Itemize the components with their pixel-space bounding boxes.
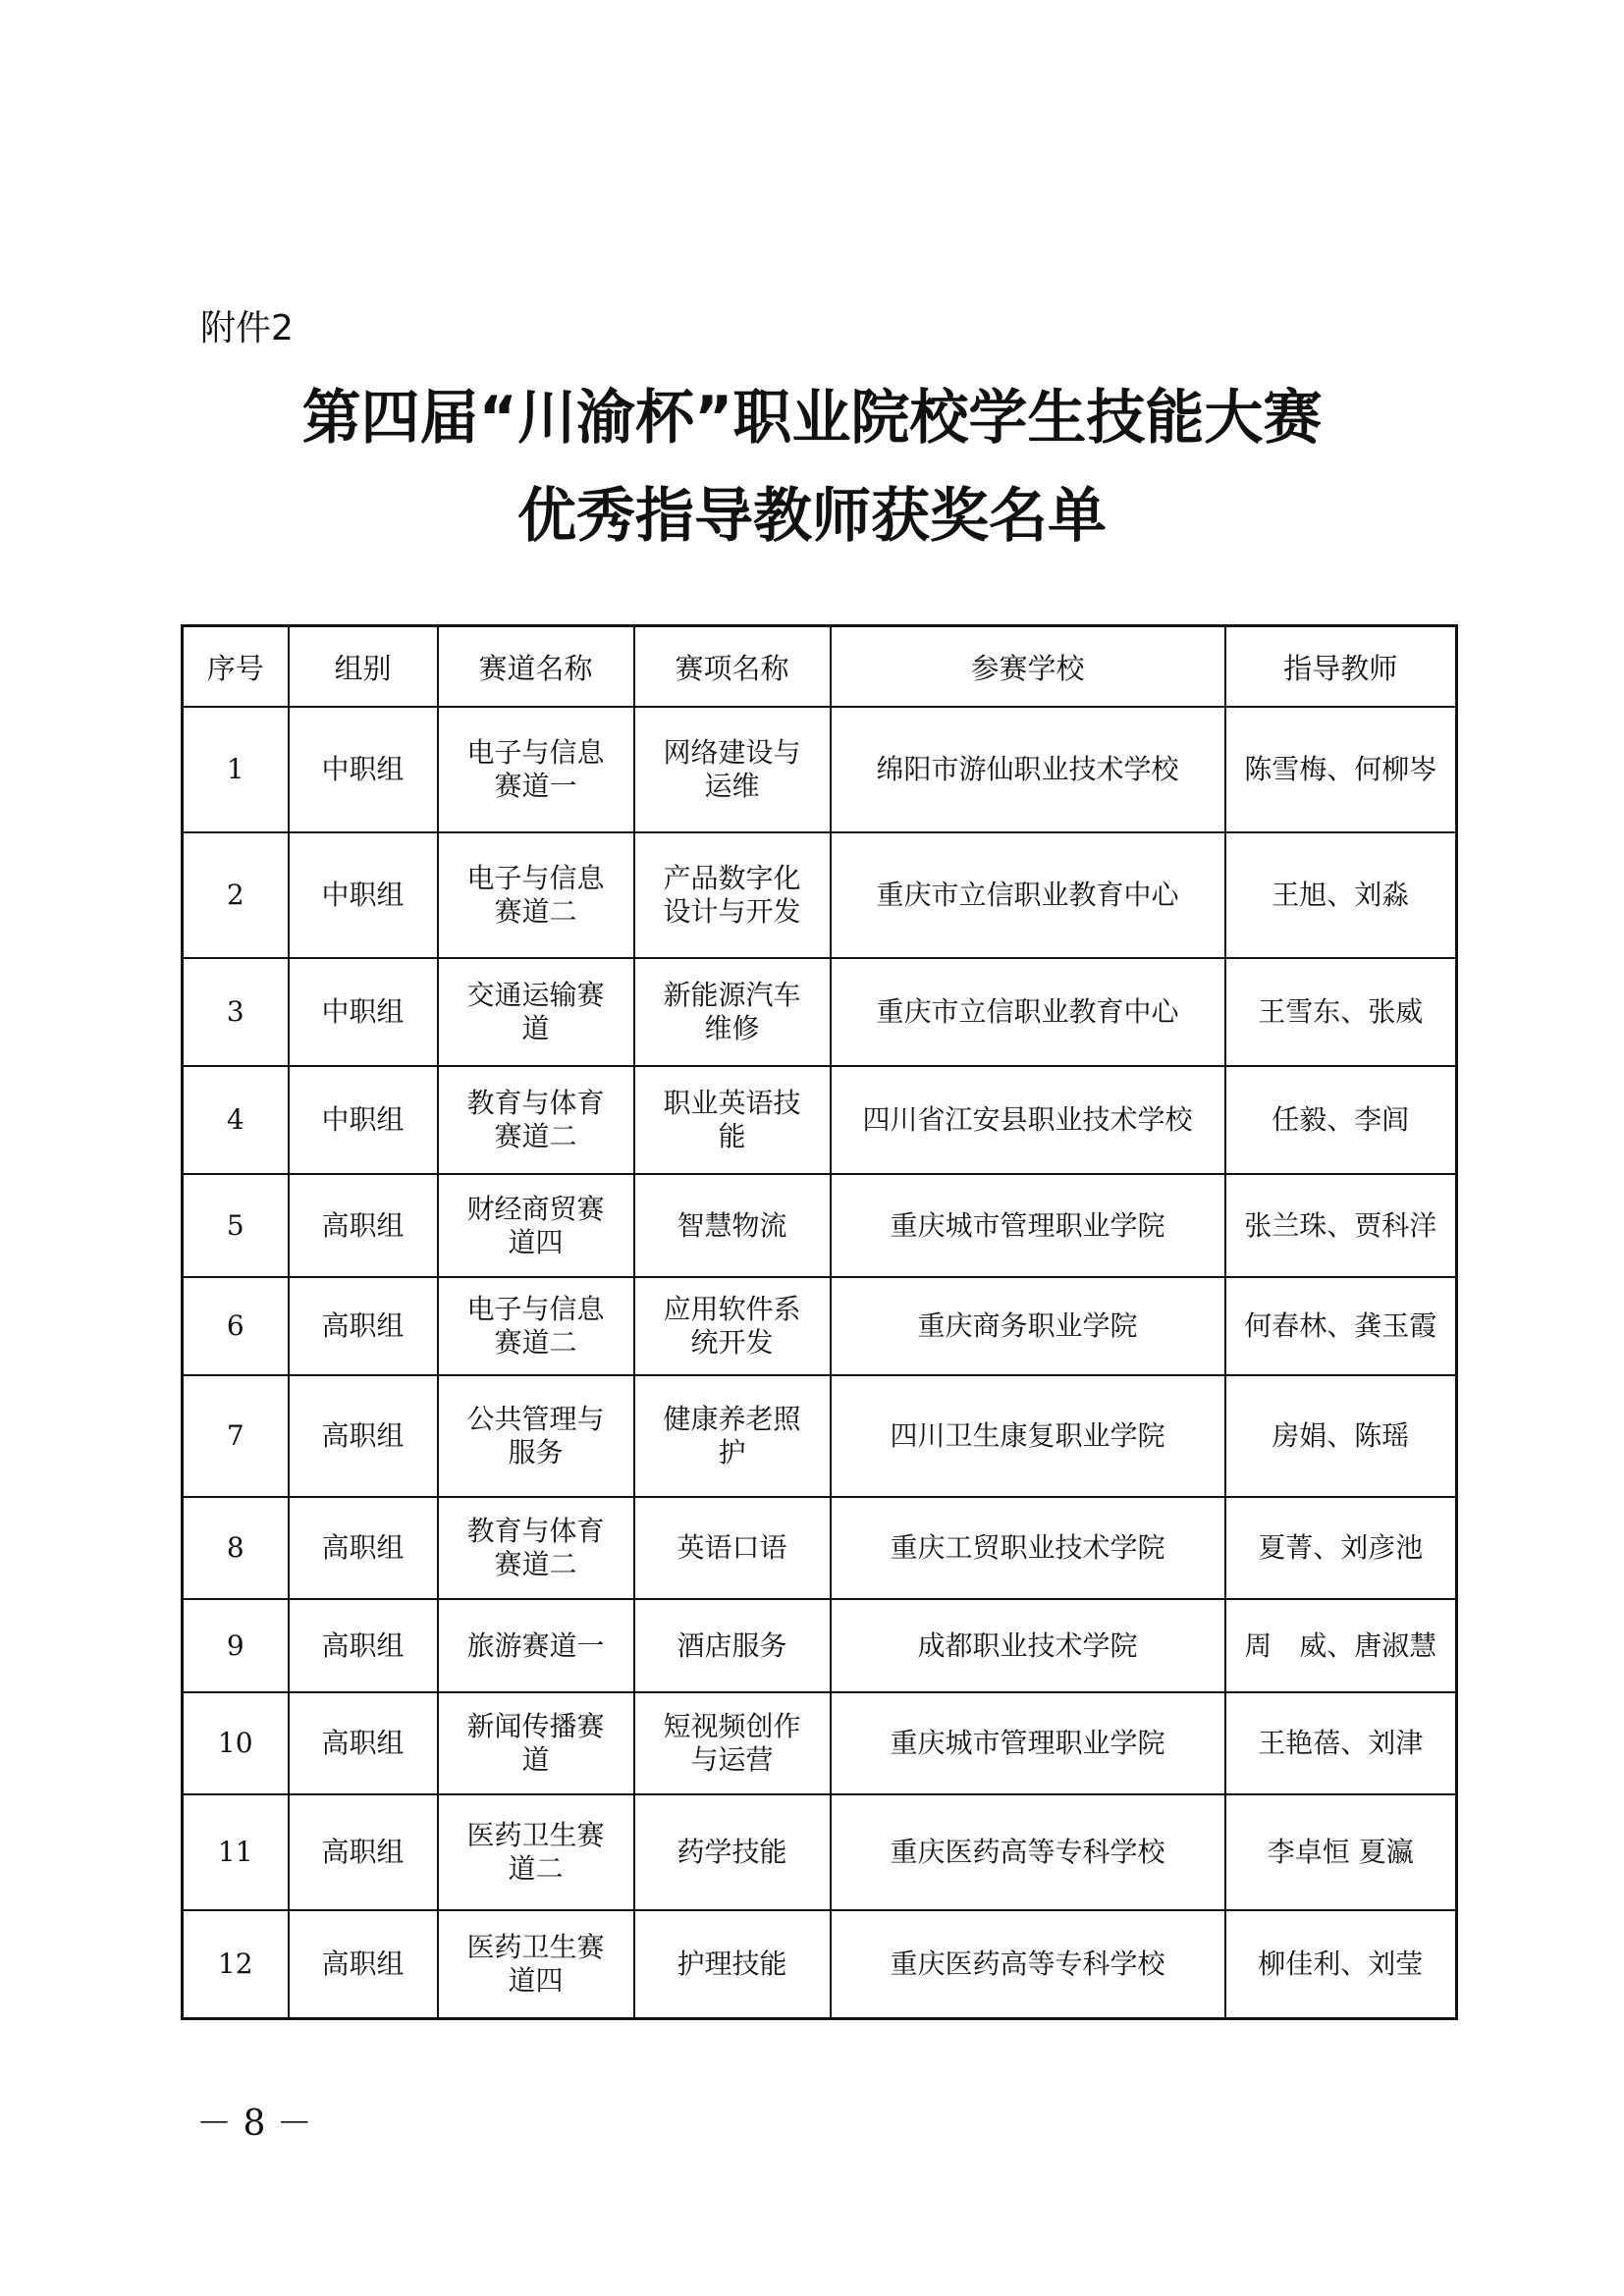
cell-no — [183, 1599, 289, 1692]
cell-teacher — [1225, 1910, 1457, 2018]
table-row — [183, 1599, 1457, 1692]
cell-event-text: 网络建设与运维 — [663, 736, 801, 802]
cell-school — [831, 1692, 1225, 1794]
cell-track-text: 电子与信息赛道一 — [466, 736, 605, 802]
cell-track — [438, 1497, 634, 1599]
cell-group — [289, 832, 438, 958]
cell-track — [438, 1692, 634, 1794]
cell-group-text: 高职组 — [321, 1947, 405, 1980]
cell-teacher-text: 王旭、刘淼 — [1272, 879, 1410, 911]
cell-teacher-text: 周 威、唐淑慧 — [1244, 1629, 1437, 1662]
cell-teacher — [1225, 832, 1457, 958]
cell-teacher — [1225, 1692, 1457, 1794]
table-row — [183, 1692, 1457, 1794]
cell-group — [289, 1692, 438, 1794]
cell-teacher-text: 何春林、龚玉霞 — [1244, 1309, 1437, 1342]
cell-group — [289, 1910, 438, 2018]
cell-school — [831, 958, 1225, 1066]
cell-teacher — [1225, 707, 1457, 832]
cell-school-text: 重庆工贸职业技术学院 — [890, 1531, 1165, 1564]
cell-track — [438, 1599, 634, 1692]
cell-school — [831, 1277, 1225, 1375]
cell-teacher — [1225, 1497, 1457, 1599]
cell-track — [438, 832, 634, 958]
cell-group — [289, 707, 438, 832]
cell-school-text: 重庆城市管理职业学院 — [890, 1208, 1165, 1242]
attachment-label: 附件2 — [200, 308, 294, 348]
cell-school — [831, 1497, 1225, 1599]
cell-event-text: 健康养老照护 — [663, 1403, 801, 1468]
cell-no — [183, 1794, 289, 1910]
header-track: 赛道名称 — [438, 626, 634, 708]
cell-event-text: 酒店服务 — [677, 1629, 787, 1662]
cell-event-text: 短视频创作与运营 — [663, 1710, 801, 1776]
cell-event — [634, 1692, 831, 1794]
cell-school-text: 重庆医药高等专科学校 — [890, 1836, 1165, 1868]
cell-no-text: 4 — [226, 1103, 244, 1136]
cell-track — [438, 1375, 634, 1497]
cell-event — [634, 1910, 831, 2018]
cell-track-text: 电子与信息赛道二 — [466, 862, 605, 928]
cell-no-text: 8 — [226, 1531, 244, 1564]
cell-group — [289, 1794, 438, 1910]
cell-teacher — [1225, 1066, 1457, 1174]
cell-teacher-text: 李卓恒 夏瀛 — [1267, 1836, 1414, 1868]
cell-teacher-text: 王雪东、张威 — [1258, 995, 1424, 1028]
cell-no — [183, 1277, 289, 1375]
table-row — [183, 1794, 1457, 1910]
cell-school-text: 重庆商务职业学院 — [917, 1309, 1138, 1342]
cell-no-text: 10 — [217, 1727, 253, 1759]
cell-no — [183, 1066, 289, 1174]
cell-teacher-text: 房娟、陈瑶 — [1272, 1419, 1410, 1452]
table-row — [183, 707, 1457, 832]
header-group: 组别 — [289, 626, 438, 708]
cell-teacher-text: 陈雪梅、何柳岑 — [1244, 753, 1437, 785]
cell-teacher-text: 柳佳利、刘莹 — [1258, 1947, 1424, 1980]
cell-school — [831, 1174, 1225, 1277]
cell-no — [183, 707, 289, 832]
cell-school — [831, 707, 1225, 832]
cell-group-text: 中职组 — [321, 879, 405, 911]
cell-school-text: 成都职业技术学院 — [917, 1629, 1138, 1662]
cell-event-text: 药学技能 — [677, 1836, 787, 1868]
cell-track — [438, 1277, 634, 1375]
cell-no-text: 3 — [226, 995, 244, 1028]
cell-event-text: 应用软件系统开发 — [663, 1293, 801, 1359]
cell-group-text: 中职组 — [321, 1103, 405, 1136]
cell-track-text: 教育与体育赛道二 — [466, 1087, 605, 1152]
cell-no-text: 11 — [217, 1836, 253, 1868]
header-teacher: 指导教师 — [1225, 626, 1457, 708]
cell-no-text: 9 — [226, 1629, 244, 1662]
cell-event — [634, 958, 831, 1066]
cell-event-text: 产品数字化设计与开发 — [663, 862, 801, 928]
page-number: － 8 － — [196, 2104, 312, 2144]
cell-group — [289, 1174, 438, 1277]
cell-teacher — [1225, 1794, 1457, 1910]
cell-group-text: 高职组 — [321, 1727, 405, 1759]
cell-group-text: 高职组 — [321, 1419, 405, 1452]
cell-school-text: 重庆医药高等专科学校 — [890, 1947, 1165, 1980]
cell-event — [634, 707, 831, 832]
cell-school-text: 重庆市立信职业教育中心 — [876, 879, 1179, 911]
cell-group — [289, 1599, 438, 1692]
cell-track — [438, 707, 634, 832]
cell-event-text: 英语口语 — [677, 1531, 787, 1564]
cell-school — [831, 832, 1225, 958]
cell-school — [831, 1599, 1225, 1692]
cell-track-text: 交通运输赛道 — [466, 979, 605, 1044]
header-school: 参赛学校 — [831, 626, 1225, 708]
table-row — [183, 1375, 1457, 1497]
cell-group-text: 高职组 — [321, 1629, 405, 1662]
cell-event-text: 智慧物流 — [677, 1208, 787, 1242]
cell-event — [634, 1375, 831, 1497]
cell-event — [634, 1277, 831, 1375]
cell-teacher-text: 任毅、李闾 — [1272, 1103, 1410, 1136]
table-row — [183, 1066, 1457, 1174]
cell-teacher — [1225, 958, 1457, 1066]
cell-teacher — [1225, 1599, 1457, 1692]
header-event: 赛项名称 — [634, 626, 831, 708]
cell-group — [289, 1066, 438, 1174]
cell-school-text: 绵阳市游仙职业技术学校 — [876, 753, 1179, 785]
header-no: 序号 — [183, 626, 289, 708]
cell-no — [183, 1692, 289, 1794]
cell-teacher — [1225, 1375, 1457, 1497]
cell-teacher-text: 夏菁、刘彦池 — [1258, 1531, 1424, 1564]
cell-no — [183, 958, 289, 1066]
cell-school-text: 重庆市立信职业教育中心 — [876, 995, 1179, 1028]
cell-school — [831, 1066, 1225, 1174]
cell-teacher — [1225, 1277, 1457, 1375]
cell-school-text: 四川卫生康复职业学院 — [890, 1419, 1165, 1452]
cell-track — [438, 1794, 634, 1910]
table-row — [183, 1174, 1457, 1277]
table-row — [183, 1910, 1457, 2018]
cell-event — [634, 832, 831, 958]
cell-group-text: 高职组 — [321, 1208, 405, 1242]
cell-no-text: 6 — [226, 1309, 244, 1342]
cell-no-text: 7 — [226, 1419, 244, 1452]
cell-no — [183, 1910, 289, 2018]
cell-school-text: 重庆城市管理职业学院 — [890, 1727, 1165, 1759]
cell-group — [289, 958, 438, 1066]
cell-track — [438, 958, 634, 1066]
cell-track-text: 旅游赛道一 — [466, 1629, 605, 1662]
award-table — [181, 624, 1458, 2020]
cell-track-text: 财经商贸赛道四 — [466, 1192, 605, 1258]
cell-event — [634, 1066, 831, 1174]
cell-school — [831, 1794, 1225, 1910]
cell-no — [183, 1375, 289, 1497]
cell-track — [438, 1066, 634, 1174]
cell-event — [634, 1497, 831, 1599]
table-row — [183, 1277, 1457, 1375]
cell-track-text: 教育与体育赛道二 — [466, 1515, 605, 1580]
cell-no-text: 5 — [226, 1208, 244, 1242]
cell-no-text: 12 — [217, 1947, 253, 1980]
cell-track — [438, 1910, 634, 2018]
cell-event-text: 职业英语技能 — [663, 1087, 801, 1152]
cell-no — [183, 832, 289, 958]
cell-school — [831, 1910, 1225, 2018]
cell-group-text: 高职组 — [321, 1531, 405, 1564]
cell-event-text: 新能源汽车维修 — [663, 979, 801, 1044]
cell-no — [183, 1174, 289, 1277]
cell-no-text: 1 — [226, 753, 244, 785]
cell-event-text: 护理技能 — [677, 1947, 787, 1980]
cell-school-text: 四川省江安县职业技术学校 — [862, 1103, 1193, 1136]
cell-no-text: 2 — [226, 879, 244, 911]
document-title-line2: 优秀指导教师获奖名单 — [517, 482, 1107, 551]
table-row — [183, 958, 1457, 1066]
cell-track-text: 新闻传播赛道 — [466, 1710, 605, 1776]
cell-track-text: 医药卫生赛道二 — [466, 1819, 605, 1885]
cell-track-text: 公共管理与服务 — [466, 1403, 605, 1468]
cell-event — [634, 1794, 831, 1910]
cell-group — [289, 1277, 438, 1375]
cell-track-text: 医药卫生赛道四 — [466, 1930, 605, 1997]
cell-event — [634, 1599, 831, 1692]
cell-no — [183, 1497, 289, 1599]
cell-group-text: 高职组 — [321, 1309, 405, 1342]
table-header-row — [183, 626, 1457, 708]
cell-group-text: 中职组 — [321, 995, 405, 1028]
cell-track — [438, 1174, 634, 1277]
cell-event — [634, 1174, 831, 1277]
cell-teacher-text: 王艳蓓、刘津 — [1258, 1727, 1424, 1759]
cell-group — [289, 1375, 438, 1497]
cell-group-text: 中职组 — [321, 753, 405, 785]
cell-school — [831, 1375, 1225, 1497]
cell-teacher — [1225, 1174, 1457, 1277]
document-title-line1: 第四届“川渝杯”职业院校学生技能大赛 — [301, 384, 1323, 453]
table-row — [183, 1497, 1457, 1599]
cell-track-text: 电子与信息赛道二 — [466, 1293, 605, 1359]
cell-group — [289, 1497, 438, 1599]
table-row — [183, 832, 1457, 958]
cell-group-text: 高职组 — [321, 1836, 405, 1868]
cell-teacher-text: 张兰珠、贾科洋 — [1244, 1208, 1437, 1242]
